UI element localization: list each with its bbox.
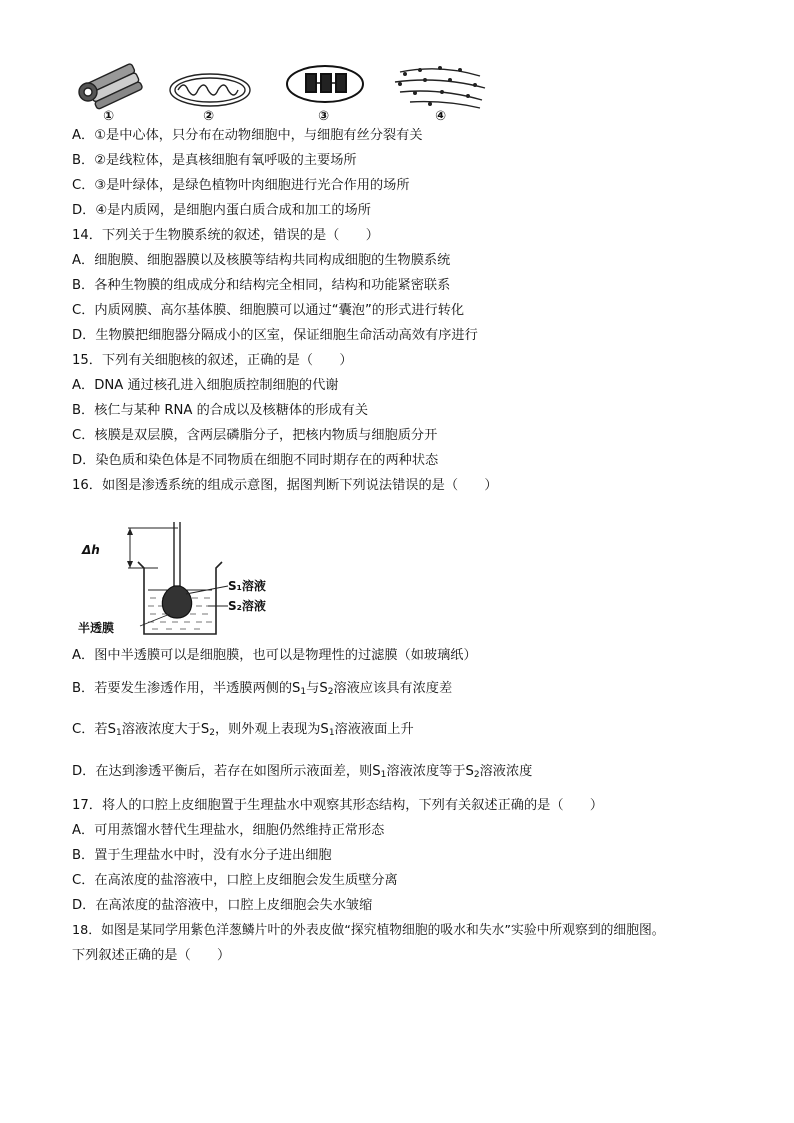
centriole-drawing	[79, 63, 143, 110]
endoplasmic-reticulum-drawing	[395, 67, 485, 108]
q15-option-c: C．核膜是双层膜，含两层磷脂分子，把核内物质与细胞质分开	[72, 428, 438, 443]
q14-stem: 14．下列关于生物膜系统的叙述，错误的是（ ）	[72, 228, 379, 243]
q16-option-d: D．在达到渗透平衡后，若存在如图所示液面差，则$S_1$溶液浓度等于$S_2$溶液浓度	[72, 764, 533, 780]
q13-option-d: D．④是内质网，是细胞内蛋白质合成和加工的场所	[72, 203, 371, 218]
q15-option-a: A．DNA 通过核孔进入细胞质控制细胞的代谢	[72, 378, 339, 393]
q16-option-a: A．图中半透膜可以是细胞膜，也可以是物理性的过滤膜（如玻璃纸）	[72, 648, 477, 663]
q13-option-c: C．③是叶绿体，是绿色植物叶肉细胞进行光合作用的场所	[72, 178, 410, 193]
organelle-label-3: ③	[318, 109, 330, 124]
q17-option-a: A．可用蒸馏水替代生理盐水，细胞仍然维持正常形态	[72, 823, 385, 838]
q17-option-c: C．在高浓度的盐溶液中，口腔上皮细胞会发生质壁分离	[72, 873, 398, 888]
q16-option-c: C．若$S_1$溶液浓度大于$S_2$，则外观上表现为$S_1$溶液液面上升	[72, 722, 414, 738]
q17-option-d: D．在高浓度的盐溶液中，口腔上皮细胞会失水皱缩	[72, 898, 373, 913]
q15-stem: 15．下列有关细胞核的叙述，正确的是（ ）	[72, 353, 353, 368]
mitochondrion-drawing	[170, 74, 250, 106]
delta-h-label: Δh	[82, 543, 100, 557]
q18-stem-line2: 下列叙述正确的是（ ）	[72, 948, 231, 963]
q14-option-a: A．细胞膜、细胞器膜以及核膜等结构共同构成细胞的生物膜系统	[72, 253, 451, 268]
q17-option-b: B．置于生理盐水中时，没有水分子进出细胞	[72, 848, 332, 863]
chloroplast-drawing	[287, 66, 363, 102]
organelle-label-4: ④	[435, 109, 447, 124]
q18-stem-line1: 18．如图是某同学用紫色洋葱鳞片叶的外表皮做“探究植物细胞的吸水和失水”实验中所观察到的细胞图。	[72, 923, 665, 938]
osmosis-figure	[78, 522, 308, 642]
organelle-figure	[70, 62, 490, 124]
q15-option-b: B．核仁与某种 RNA 的合成以及核糖体的形成有关	[72, 403, 369, 418]
s2-solution-label: S₂溶液	[228, 599, 266, 613]
q13-option-b: B．②是线粒体，是真核细胞有氧呼吸的主要场所	[72, 153, 357, 168]
q14-option-c: C．内质网膜、高尔基体膜、细胞膜可以通过“囊泡”的形式进行转化	[72, 303, 465, 318]
q14-option-b: B．各种生物膜的组成成分和结构完全相同，结构和功能紧密联系	[72, 278, 451, 293]
q13-option-a: A．①是中心体，只分布在动物细胞中，与细胞有丝分裂有关	[72, 128, 423, 143]
q15-option-d: D．染色质和染色体是不同物质在细胞不同时期存在的两种状态	[72, 453, 439, 468]
s1-solution-label: S₁溶液	[228, 579, 266, 593]
q16-stem: 16．如图是渗透系统的组成示意图，据图判断下列说法错误的是（ ）	[72, 478, 498, 493]
q14-option-d: D．生物膜把细胞器分隔成小的区室，保证细胞生命活动高效有序进行	[72, 328, 478, 343]
organelle-label-1: ①	[103, 109, 115, 124]
organelle-label-2: ②	[203, 109, 215, 124]
q16-option-b: B．若要发生渗透作用，半透膜两侧的$S_1$与$S_2$溶液应该具有浓度差	[72, 681, 453, 697]
q17-stem: 17．将人的口腔上皮细胞置于生理盐水中观察其形态结构，下列有关叙述正确的是（ ）	[72, 798, 604, 813]
semipermeable-membrane-label: 半透膜	[78, 621, 115, 635]
